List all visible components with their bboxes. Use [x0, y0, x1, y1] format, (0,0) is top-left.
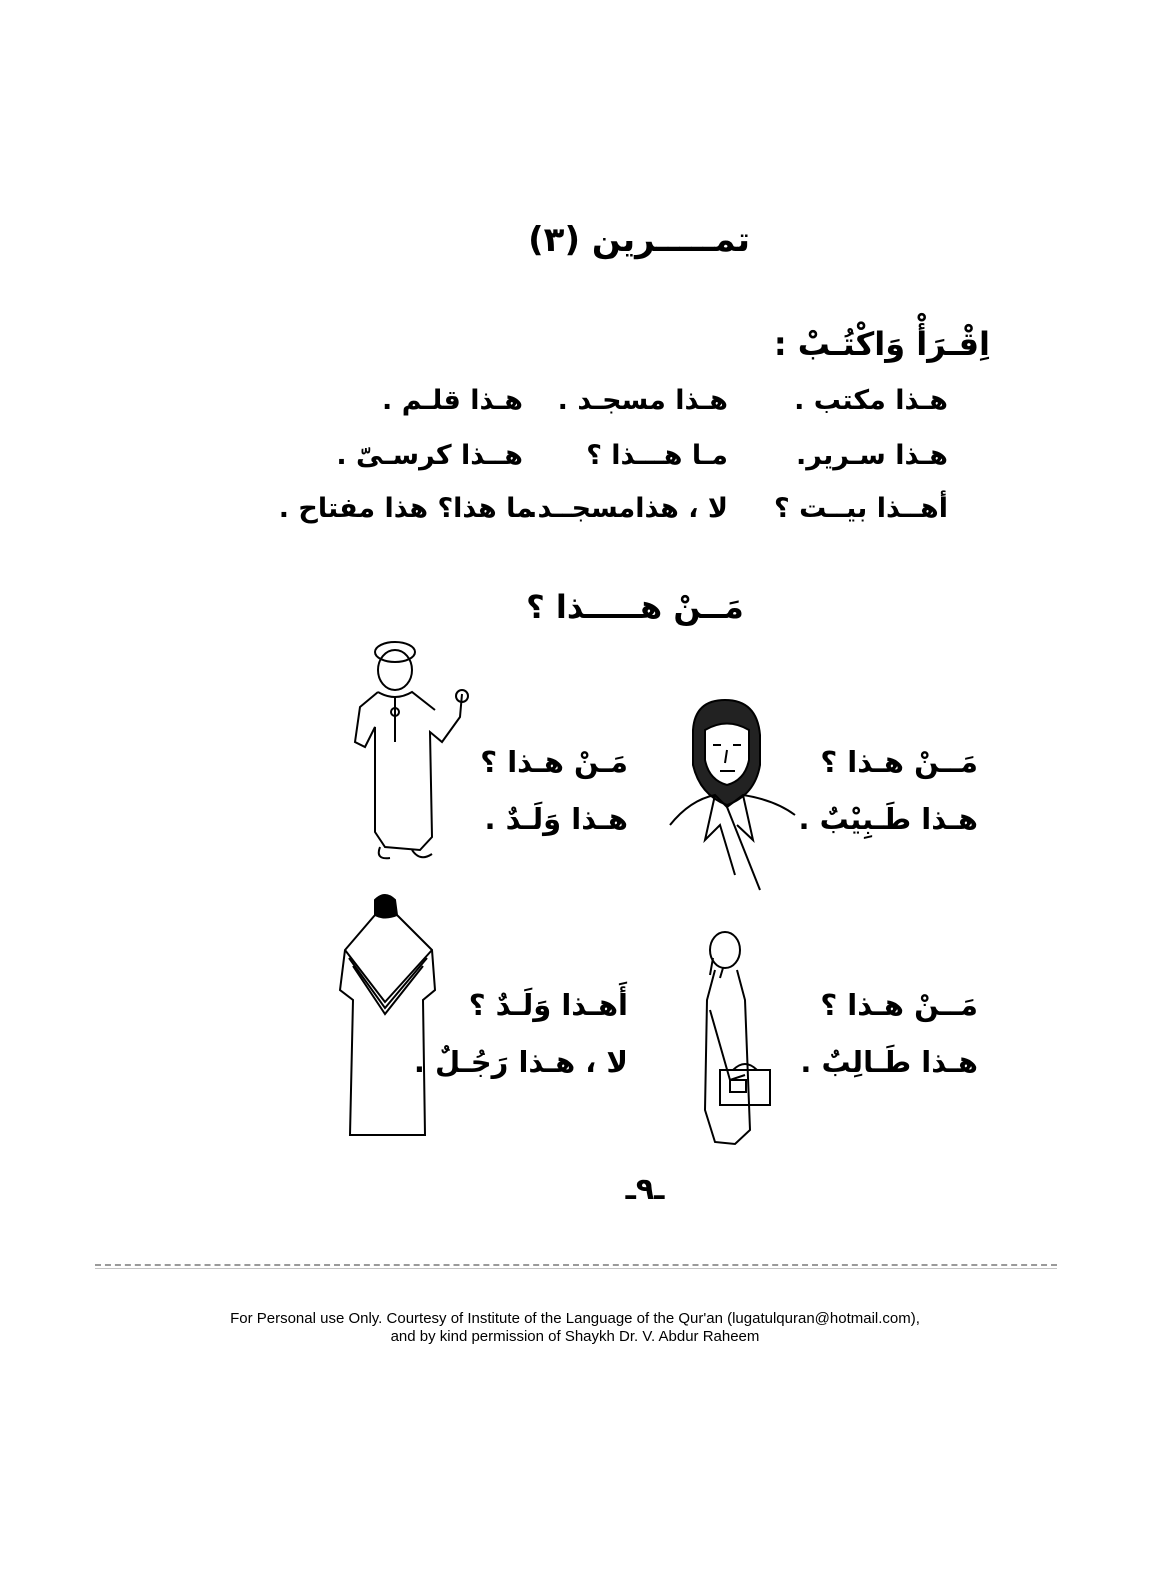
- student-answer: هـذا طَـالِبٌ .: [800, 1045, 978, 1079]
- footer-line-1: For Personal use Only. Courtesy of Institute of the Language of the Qur'an (lugatulquran@hotmail.com),: [230, 1310, 920, 1327]
- doctor-answer: هـذا طَـبِيْبٌ .: [798, 802, 978, 836]
- exercise-cell: مـا هـــذا ؟: [586, 440, 728, 471]
- exercise-cell: أهــذا بيــت ؟: [774, 493, 948, 524]
- exercise-title: تمـــــرين (٣): [528, 220, 750, 260]
- exercise-cell: هـذا سـرير.: [796, 440, 948, 471]
- exercise-cell: هـذا قلـم .: [382, 385, 523, 416]
- man-question: أَهـذا وَلَـدٌ ؟: [468, 988, 628, 1022]
- boy-answer: هـذا وَلَـدٌ .: [484, 802, 628, 836]
- doctor-illustration: [665, 695, 800, 895]
- footer-divider-line: [95, 1268, 1057, 1269]
- exercise-cell: لا ، هذامسجــد.: [527, 493, 728, 524]
- footer-line-2: and by kind permission of Shaykh Dr. V. Abdur Raheem: [390, 1328, 760, 1345]
- boy-question: مَـنْ هـذا ؟: [480, 745, 628, 779]
- boy-illustration: [350, 632, 480, 872]
- exercise-cell: ما هذا؟ هذا مفتاح .: [278, 493, 533, 524]
- exercise-cell: هـذا مكتب .: [794, 385, 948, 416]
- student-question: مَــنْ هـذا ؟: [820, 988, 978, 1022]
- footer-credit: [100, 1310, 1050, 1346]
- page-number: ـ٩ـ: [625, 1172, 665, 1207]
- man-illustration: [335, 890, 440, 1140]
- exercise-cell: هــذا كرسـىّ .: [336, 440, 523, 471]
- footer-divider: [95, 1264, 1057, 1266]
- doctor-question: مَــنْ هـذا ؟: [820, 745, 978, 779]
- student-illustration: [695, 930, 780, 1150]
- who-is-this-heading: مَــنْ هـــــذا ؟: [526, 588, 744, 626]
- exercise-cell: هـذا مسجـد .: [557, 385, 728, 416]
- man-answer: لا ، هـذا رَجُـلٌ .: [413, 1045, 628, 1079]
- instruction-heading: اِقْـرَأْ وَاكْتُـبْ :: [773, 325, 990, 363]
